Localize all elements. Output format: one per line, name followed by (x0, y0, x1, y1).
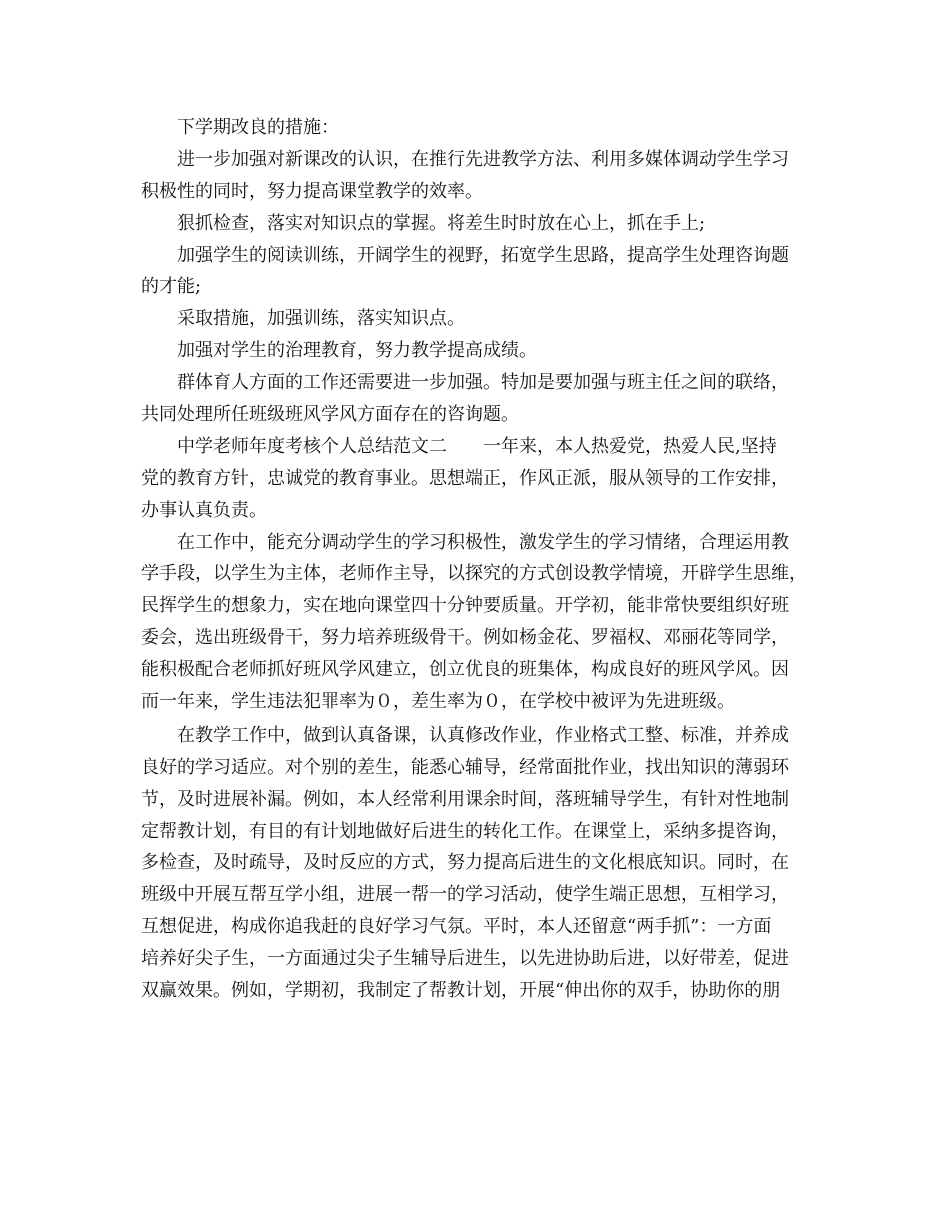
text-line: 在工作中，能充分调动学生的学习积极性，激发学生的学习情绪，合理运用教 (177, 531, 789, 553)
text-line: 在教学工作中，做到认真备课，认真修改作业，作业格式工整、标准，并养成 (177, 724, 789, 746)
document-page (141, 112, 821, 1007)
text-line: 良好的学习适应。对个别的差生，能悉心辅导，经常面批作业，找出知识的薄弱环 (141, 756, 789, 778)
text-line: 党的教育方针，忠诚党的教育事业。思想端正，作风正派，服从领导的工作安排， (141, 467, 789, 489)
text-line: 双赢效果。例如，学期初，我制定了帮教计划，开展“伸出你的双手，协助你的朋 (141, 980, 781, 1002)
text-line: 定帮教计划，有目的有计划地做好后进生的转化工作。在课堂上，采纳多提咨询， (141, 820, 789, 842)
text-line: 加强对学生的治理教育，努力教学提高成绩。 (177, 340, 537, 362)
text-line: 加强学生的阅读训练，开阔学生的视野，拓宽学生思路，提高学生处理咨询题 (177, 244, 789, 266)
text-line: 民挥学生的想象力，实在地向课堂四十分钟要质量。开学初，能非常快要组织好班 (141, 595, 789, 617)
text-line: 共同处理所任班级班风学风方面存在的咨询题。 (141, 404, 519, 426)
text-line: 能积极配合老师抓好班风学风建立，创立优良的班集体，构成良好的班风学风。因 (141, 659, 789, 681)
text-line: 进一步加强对新课改的认识，在推行先进教学方法、利用多媒体调动学生学习 (177, 148, 789, 170)
text-line: 互想促进，构成你追我赶的良好学习气氛。平时，本人还留意“两手抓”：一方面 (141, 916, 772, 938)
text-line: 办事认真负责。 (141, 499, 267, 521)
text-line: 群体育人方面的工作还需要进一步加强。特加是要加强与班主任之间的联络， (177, 372, 789, 394)
text-line: 而一年来，学生违法犯罪率为０，差生率为０，在学校中被评为先进班级。 (141, 691, 735, 713)
text-line: 节，及时进展补漏。例如，本人经常利用课余时间，落班辅导学生，有针对性地制 (141, 788, 789, 810)
text-line: 采取措施，加强训练，落实知识点。 (177, 308, 465, 330)
text-line: 的才能; (141, 276, 202, 298)
text-line: 培养好尖子生，一方面通过尖子生辅导后进生，以先进协助后进，以好带差，促进 (141, 948, 789, 970)
text-line: 下学期改良的措施： (177, 117, 339, 138)
text-line: 中学老师年度考核个人总结范文二 一年来，本人热爱党，热爱人民,坚持 (177, 435, 777, 457)
text-line: 学手段，以学生为主体，老师作主导，以探究的方式创设教学情境，开辟学生思维， (141, 563, 807, 585)
text-line: 委会，选出班级骨干，努力培养班级骨干。例如杨金花、罗福权、邓丽花等同学， (141, 627, 789, 649)
text-line: 积极性的同时，努力提高课堂教学的效率。 (141, 180, 483, 202)
text-line: 多检查，及时疏导，及时反应的方式，努力提高后进生的文化根底知识。同时，在 (141, 852, 789, 874)
text-line: 班级中开展互帮互学小组，进展一帮一的学习活动，使学生端正思想，互相学习， (141, 884, 789, 906)
text-line: 狠抓检查，落实对知识点的掌握。将差生时时放在心上，抓在手上; (177, 212, 706, 234)
